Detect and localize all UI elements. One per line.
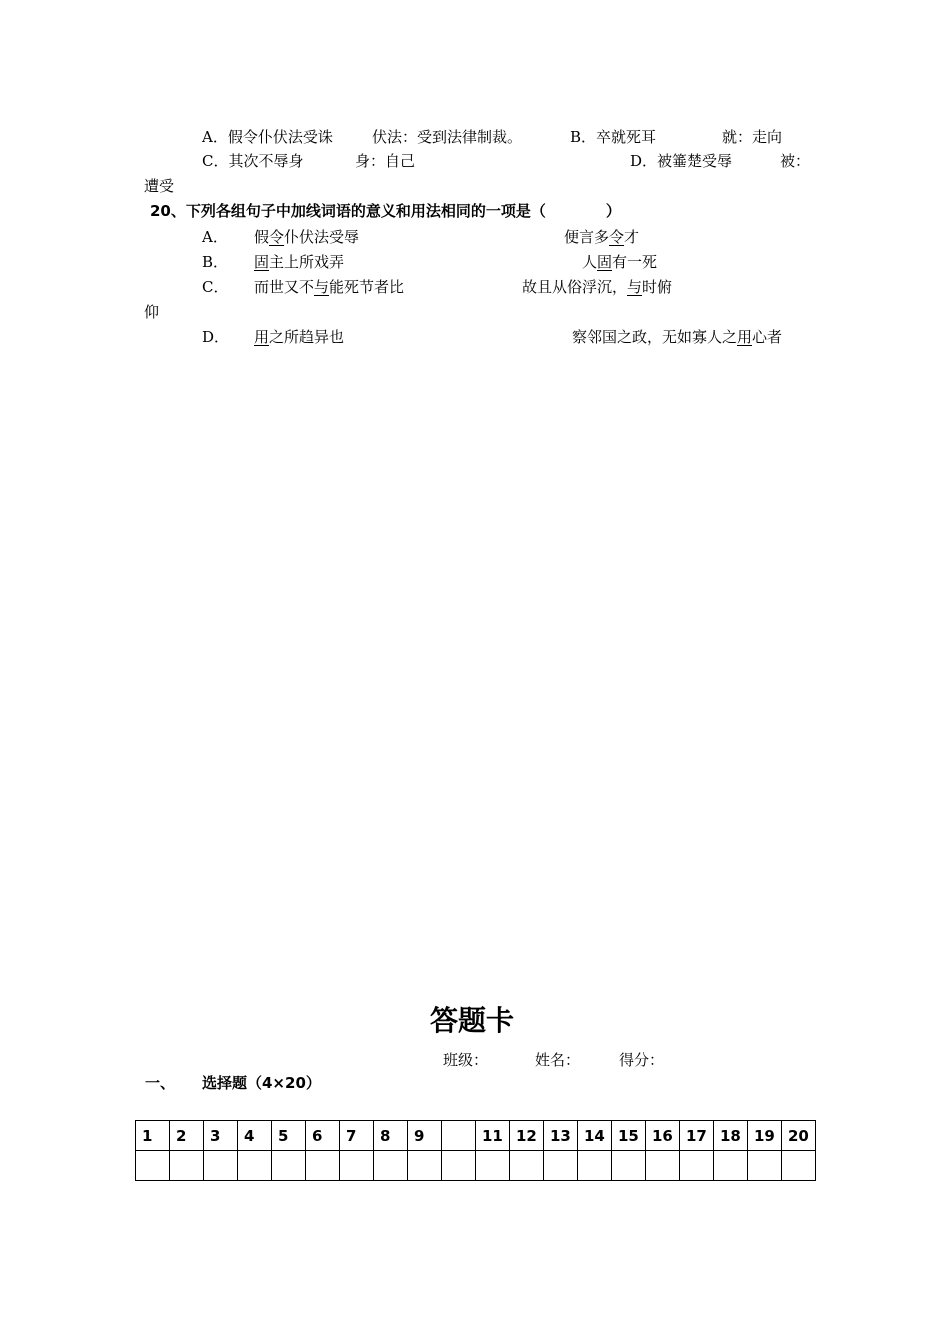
question-number-cell: 12 bbox=[510, 1121, 544, 1151]
question-number-cell: 16 bbox=[646, 1121, 680, 1151]
q20-b-left bbox=[254, 252, 344, 272]
q20-a-left-pre: 假 bbox=[254, 228, 270, 246]
answer-cell[interactable] bbox=[782, 1151, 816, 1181]
q19-d-gloss-end: 遭受 bbox=[144, 177, 175, 195]
q20-d-left bbox=[254, 327, 344, 347]
question-number-cell: 1 bbox=[136, 1121, 170, 1151]
answer-cell[interactable] bbox=[442, 1151, 476, 1181]
q19-d-label: D． bbox=[630, 152, 658, 170]
answer-cell[interactable] bbox=[272, 1151, 306, 1181]
answer-cell[interactable] bbox=[136, 1151, 170, 1181]
q19-d-phrase: 被箠楚受辱 bbox=[657, 152, 733, 170]
answer-card-title: 答题卡 bbox=[430, 1004, 515, 1037]
answer-cell[interactable] bbox=[408, 1151, 442, 1181]
q20-a-left bbox=[254, 227, 359, 247]
question-number-cell: 3 bbox=[204, 1121, 238, 1151]
answer-cell[interactable] bbox=[544, 1151, 578, 1181]
q20-b-right-pre: 人 bbox=[582, 253, 598, 271]
q20-d-right-underlined: 用 bbox=[737, 328, 753, 346]
q20-d-left-post: 之所趋异也 bbox=[269, 328, 345, 346]
answer-cell[interactable] bbox=[748, 1151, 782, 1181]
q20-d-left-underlined: 用 bbox=[254, 328, 270, 346]
answer-cell[interactable] bbox=[374, 1151, 408, 1181]
section-title: 选择题（4×20） bbox=[202, 1074, 321, 1092]
answer-cell[interactable] bbox=[204, 1151, 238, 1181]
score-label: 得分： bbox=[619, 1051, 665, 1069]
q19-c-phrase: 其次不辱身 bbox=[228, 152, 304, 170]
q20-c-left-pre: 而世又不 bbox=[254, 278, 315, 296]
answer-cell[interactable] bbox=[340, 1151, 374, 1181]
q20-b-left-post: 主上所戏弄 bbox=[269, 253, 345, 271]
q19-c-label: C． bbox=[202, 152, 229, 170]
q20-a-right-underlined: 令 bbox=[609, 228, 625, 246]
q20-c-label: C． bbox=[202, 278, 229, 296]
q20-d-label: D． bbox=[202, 328, 230, 346]
q19-b-phrase: 卒就死耳 bbox=[596, 128, 657, 146]
q20-a-right bbox=[564, 227, 639, 247]
question-number-cell: 7 bbox=[340, 1121, 374, 1151]
answer-cell[interactable] bbox=[646, 1151, 680, 1181]
q19-b-gloss: 就：走向 bbox=[722, 128, 783, 146]
q20-b-right-underlined: 固 bbox=[597, 253, 613, 271]
question-number-cell: 4 bbox=[238, 1121, 272, 1151]
question-number-cell: 14 bbox=[578, 1121, 612, 1151]
q19-b-label: B． bbox=[570, 128, 597, 146]
question-number-cell: 20 bbox=[782, 1121, 816, 1151]
answer-cell[interactable] bbox=[170, 1151, 204, 1181]
question-number-cell: 17 bbox=[680, 1121, 714, 1151]
q20-stem: 20、下列各组句子中加线词语的意义和用法相同的一项是（ ） bbox=[150, 202, 621, 220]
question-number-cell: 6 bbox=[306, 1121, 340, 1151]
q20-b-right-post: 有一死 bbox=[612, 253, 658, 271]
question-number-cell bbox=[442, 1121, 476, 1151]
q20-c-right-underlined: 与 bbox=[627, 278, 643, 296]
answer-cell[interactable] bbox=[680, 1151, 714, 1181]
question-number-cell: 11 bbox=[476, 1121, 510, 1151]
q20-c-right bbox=[522, 277, 672, 297]
question-number-cell: 18 bbox=[714, 1121, 748, 1151]
question-number-cell: 2 bbox=[170, 1121, 204, 1151]
answer-grid-blank-row bbox=[136, 1151, 816, 1181]
q20-b-right bbox=[582, 252, 657, 272]
question-number-cell: 9 bbox=[408, 1121, 442, 1151]
q19-a-gloss: 伏法：受到法律制裁。 bbox=[372, 128, 523, 146]
q20-d-right bbox=[572, 327, 782, 347]
q19-d-gloss-start: 被： bbox=[780, 152, 811, 170]
class-label: 班级： bbox=[443, 1051, 489, 1069]
section-number: 一、 bbox=[145, 1074, 176, 1092]
q19-d bbox=[630, 151, 732, 171]
answer-cell[interactable] bbox=[714, 1151, 748, 1181]
q20-a-right-post: 才 bbox=[624, 228, 640, 246]
q20-d-right-pre: 察邻国之政，无如寡人之 bbox=[572, 328, 738, 346]
answer-cell[interactable] bbox=[578, 1151, 612, 1181]
answer-cell[interactable] bbox=[238, 1151, 272, 1181]
answer-cell[interactable] bbox=[306, 1151, 340, 1181]
answer-cell[interactable] bbox=[476, 1151, 510, 1181]
q19-c bbox=[202, 151, 304, 171]
q20-c-right-post: 时俯 bbox=[642, 278, 673, 296]
question-number-cell: 15 bbox=[612, 1121, 646, 1151]
q19-c-gloss: 身：自己 bbox=[355, 152, 416, 170]
q20-a-label: A． bbox=[202, 228, 228, 246]
q19-a-label: A． bbox=[202, 128, 228, 146]
q19-line-1 bbox=[202, 127, 333, 147]
q20-c-right-wrap: 仰 bbox=[144, 303, 160, 321]
question-number-cell: 8 bbox=[374, 1121, 408, 1151]
q19-a-phrase: 假令仆伏法受诛 bbox=[227, 128, 333, 146]
q20-a-left-post: 仆伏法受辱 bbox=[284, 228, 360, 246]
q20-c-left-post: 能死节者比 bbox=[329, 278, 405, 296]
q20-b-left-underlined: 固 bbox=[254, 253, 270, 271]
q20-c-right-pre: 故且从俗浮沉， bbox=[522, 278, 628, 296]
q20-a-right-pre: 便言多 bbox=[564, 228, 610, 246]
answer-grid bbox=[135, 1120, 816, 1181]
name-label: 姓名： bbox=[535, 1051, 581, 1069]
answer-grid-header-row bbox=[136, 1121, 816, 1151]
q20-a-left-underlined: 令 bbox=[269, 228, 285, 246]
question-number-cell: 13 bbox=[544, 1121, 578, 1151]
q20-c-left bbox=[254, 277, 404, 297]
q20-c-left-underlined: 与 bbox=[314, 278, 330, 296]
q19-b bbox=[570, 127, 656, 147]
question-number-cell: 5 bbox=[272, 1121, 306, 1151]
answer-cell[interactable] bbox=[612, 1151, 646, 1181]
answer-cell[interactable] bbox=[510, 1151, 544, 1181]
question-number-cell: 19 bbox=[748, 1121, 782, 1151]
q20-b-label: B． bbox=[202, 253, 229, 271]
q20-d-right-post: 心者 bbox=[752, 328, 783, 346]
